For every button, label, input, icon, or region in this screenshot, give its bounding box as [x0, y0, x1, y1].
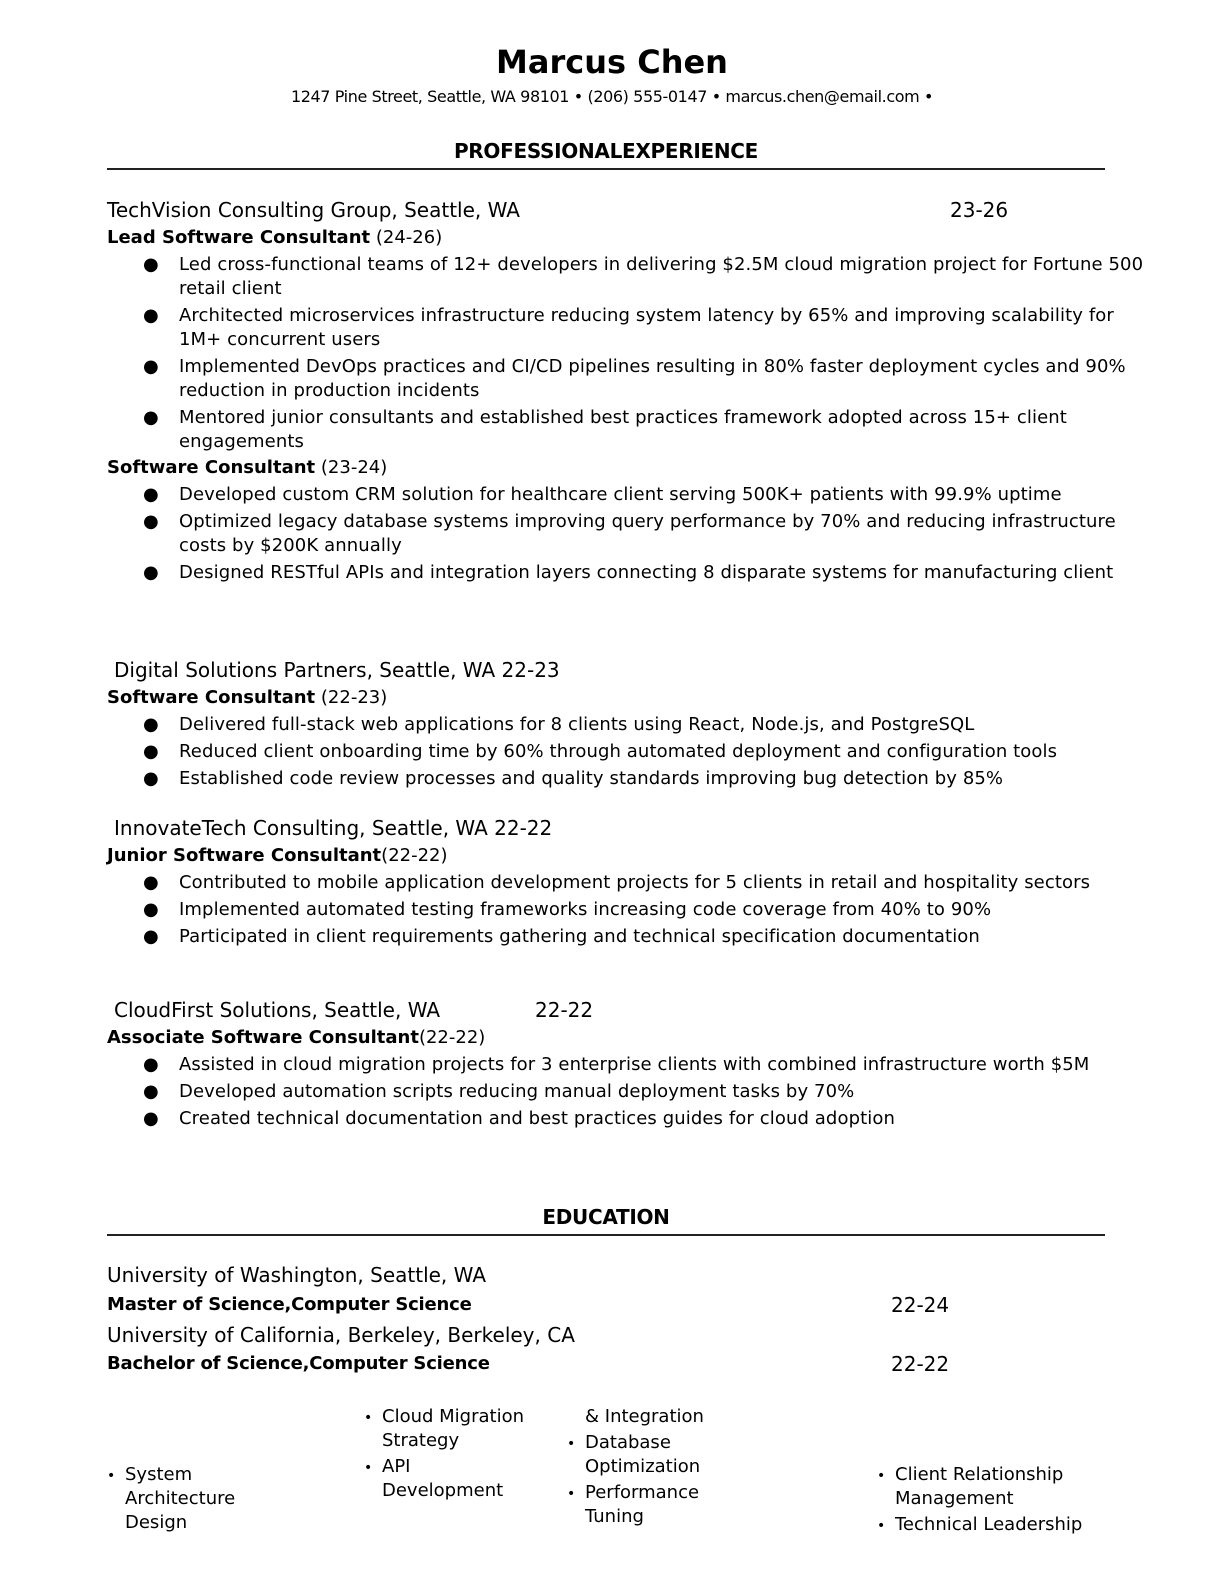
skill-item: • Cloud Migration Strategy	[364, 1406, 525, 1451]
bullet-dot-icon: ●	[143, 407, 159, 428]
bullet-item: ● Optimized legacy database systems improving query performance by 70% and reducing infrastructure costs by $200K annually	[143, 511, 1116, 556]
bullet-dot-icon: •	[364, 1410, 373, 1426]
company-header	[114, 815, 552, 841]
role-title: Lead Software Consultant	[107, 227, 371, 248]
skill-item: • API Development	[364, 1456, 504, 1501]
bullet-dot-icon: ●	[143, 484, 159, 505]
company-header	[114, 657, 560, 683]
education-dates: 22-24	[891, 1293, 950, 1317]
bullet-item: ● Delivered full-stack web applications for 8 clients using React, Node.js, and PostgreSQL	[143, 714, 975, 735]
education-school: University of Washington, Seattle, WA	[107, 1263, 487, 1287]
bullet-dot-icon: ●	[143, 305, 159, 326]
skill-item: • Client Relationship Management	[877, 1464, 1064, 1509]
skills-column	[364, 1405, 524, 1505]
contact-line: 1247 Pine Street, Seattle, WA 98101 • (206) 555-0147 • marcus.chen@email.com •	[290, 87, 934, 106]
role-title: Software Consultant	[107, 457, 316, 478]
bullet-item: ● Participated in client requirements gathering and technical specification documentation	[143, 926, 980, 947]
role-bullets	[107, 483, 1147, 588]
education-dates: 22-22	[891, 1352, 950, 1376]
bullet-dot-icon: •	[364, 1460, 373, 1476]
company-name: TechVision Consulting Group, Seattle, WA	[107, 198, 520, 222]
bullet-dot-icon: •	[567, 1486, 576, 1502]
bullet-item: ● Developed automation scripts reducing manual deployment tasks by 70%	[143, 1081, 855, 1102]
education-school: University of California, Berkeley, Berkeley, CA	[107, 1323, 575, 1347]
bullet-dot-icon: ●	[143, 872, 159, 893]
bullet-item: ● Established code review processes and quality standards improving bug detection by 85%	[143, 768, 1004, 789]
role-bullets	[107, 253, 1147, 457]
bullet-item: ● Designed RESTful APIs and integration layers connecting 8 disparate systems for manufacturing client	[143, 562, 1114, 583]
bullet-item: ● Assisted in cloud migration projects for 3 enterprise clients with combined infrastructure worth $5M	[143, 1054, 1090, 1075]
bullet-item: ● Contributed to mobile application development projects for 5 clients in retail and hospitality sectors	[143, 872, 1091, 893]
experience-heading: PROFESSIONALEXPERIENCE	[453, 139, 759, 163]
bullet-dot-icon: ●	[143, 511, 159, 532]
role-title: Associate Software Consultant	[107, 1027, 419, 1048]
skill-item: • Technical Leadership	[877, 1513, 1117, 1537]
role-title-line	[107, 844, 448, 868]
bullet-item: ● Implemented automated testing frameworks increasing code coverage from 40% to 90%	[143, 899, 992, 920]
company-name: InnovateTech Consulting, Seattle, WA	[114, 816, 488, 840]
bullet-dot-icon: •	[877, 1518, 886, 1534]
skill-item: • Database Optimization	[567, 1432, 701, 1477]
company-dates: 22-23	[501, 658, 560, 682]
bullet-dot-icon: ●	[143, 356, 159, 377]
skills-column	[877, 1463, 1117, 1539]
skill-item: • Performance Tuning	[567, 1482, 700, 1527]
role-title-line	[107, 686, 387, 710]
education-degree: Bachelor of Science,Computer Science	[107, 1353, 490, 1374]
role-dates: (22-23)	[320, 687, 388, 708]
bullet-dot-icon: ●	[143, 926, 159, 947]
bullet-item: ● Mentored junior consultants and established best practices framework adopted across 15+ client engagements	[143, 407, 1067, 452]
education-divider	[107, 1234, 1105, 1236]
role-title: Software Consultant	[107, 687, 316, 708]
bullet-dot-icon: ●	[143, 254, 159, 275]
bullet-item: ● Architected microservices infrastructure reducing system latency by 65% and improving scalability for 1M+ concurrent users	[143, 305, 1114, 350]
bullet-item: ● Created technical documentation and best practices guides for cloud adoption	[143, 1108, 895, 1129]
role-bullets	[107, 871, 1147, 952]
role-bullets	[107, 713, 1147, 794]
company-dates: 22-22	[494, 816, 553, 840]
bullet-dot-icon: •	[877, 1468, 886, 1484]
company-name: Digital Solutions Partners, Seattle, WA	[114, 658, 496, 682]
bullet-dot-icon: ●	[143, 1081, 159, 1102]
role-dates: (22-22)	[418, 1027, 486, 1048]
bullet-item: ● Implemented DevOps practices and CI/CD pipelines resulting in 80% faster deployment cycles and 90% reduction in production incidents	[143, 356, 1126, 401]
role-bullets	[107, 1053, 1147, 1134]
company-name: CloudFirst Solutions, Seattle, WA	[114, 998, 441, 1022]
skills-column	[107, 1463, 267, 1537]
company-dates: 23-26	[950, 198, 1009, 222]
bullet-dot-icon: ●	[143, 562, 159, 583]
role-dates: (23-24)	[320, 457, 388, 478]
bullet-dot-icon: ●	[143, 899, 159, 920]
role-title-line	[107, 1026, 485, 1050]
bullet-dot-icon: •	[107, 1468, 116, 1484]
bullet-item: ● Reduced client onboarding time by 60% through automated deployment and configuration tools	[143, 741, 1058, 762]
bullet-dot-icon: ●	[143, 714, 159, 735]
role-dates: (24-26)	[375, 227, 443, 248]
role-dates: (22-22)	[381, 845, 448, 866]
experience-divider	[107, 168, 1105, 170]
bullet-item: ● Led cross-functional teams of 12+ developers in delivering $2.5M cloud migration project for Fortune 500 retail client	[143, 254, 1144, 299]
bullet-dot-icon: ●	[143, 1054, 159, 1075]
bullet-dot-icon: ●	[143, 741, 159, 762]
bullet-dot-icon: ●	[143, 1108, 159, 1129]
company-dates: 22-22	[535, 998, 594, 1022]
skill-item: & Integration	[585, 1406, 704, 1427]
bullet-dot-icon: •	[567, 1436, 576, 1452]
skill-item: • System Architecture Design	[107, 1464, 236, 1533]
role-title-line	[107, 456, 387, 480]
role-title: Junior Software Consultant	[107, 845, 382, 866]
bullet-item: ● Developed custom CRM solution for healthcare client serving 500K+ patients with 99.9% uptime	[143, 484, 1062, 505]
role-title-line	[107, 226, 442, 250]
skills-column	[567, 1405, 727, 1531]
education-heading: EDUCATION	[542, 1205, 670, 1229]
candidate-name: Marcus Chen	[496, 43, 728, 81]
education-degree: Master of Science,Computer Science	[107, 1294, 472, 1315]
bullet-dot-icon: ●	[143, 768, 159, 789]
